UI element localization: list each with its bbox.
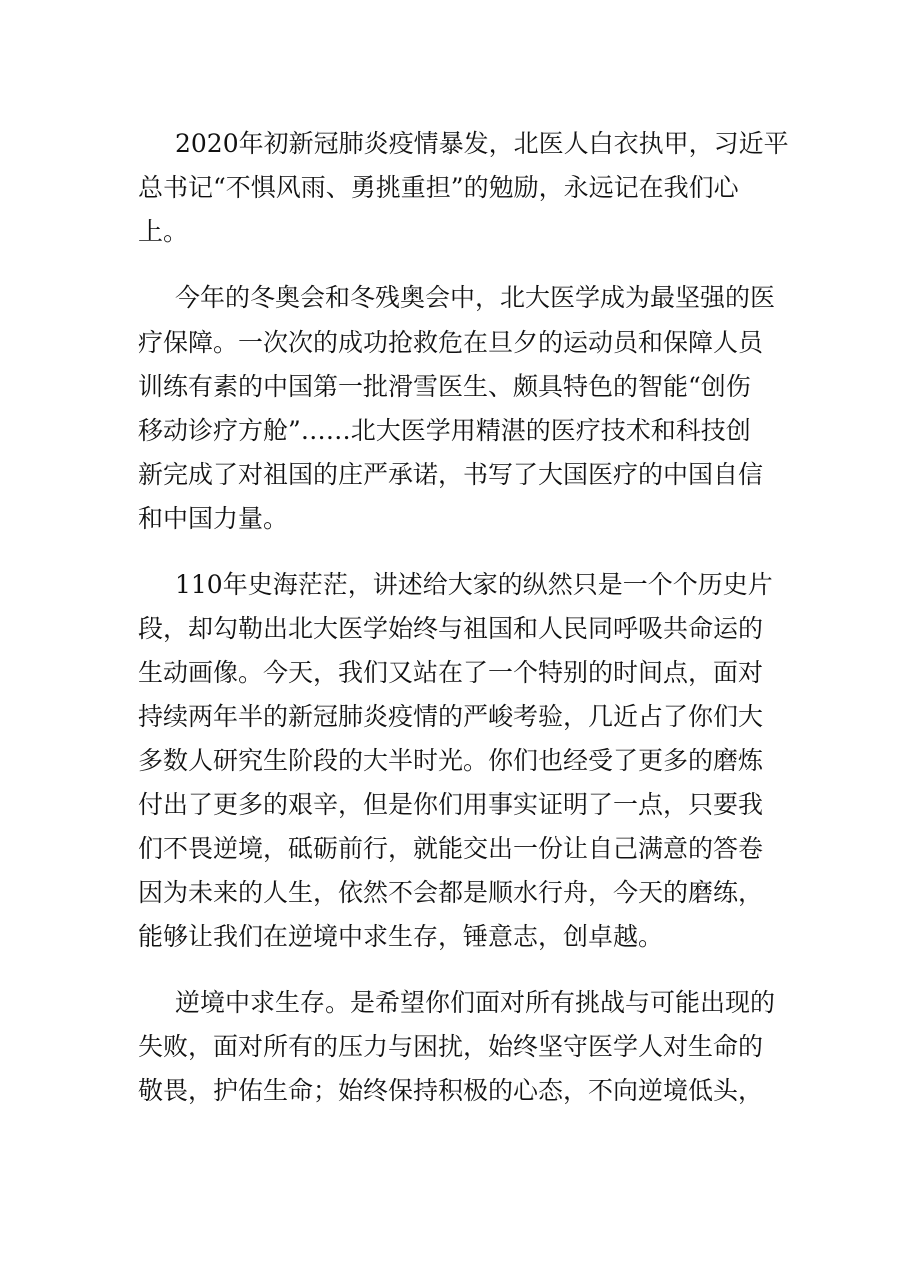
paragraph-3-line-9: 能够让我们在逆境中求生存，锤意志，创卓越。 — [138, 922, 664, 951]
paragraph-3-line-5: 多数人研究生阶段的大半时光。你们也经受了更多的磨炼 — [138, 746, 764, 775]
paragraph-2-line-2: 疗保障。一次次的成功抢救危在旦夕的运动员和保障人员 — [138, 328, 764, 357]
paragraph-3-line-7: 们不畏逆境，砥砺前行，就能交出一份让自己满意的答卷 — [138, 834, 764, 863]
paragraph-2-line-1: 今年的冬奥会和冬残奥会中，北大医学成为最坚强的医 — [175, 283, 776, 312]
paragraph-1-line-2: 总书记“不惧风雨、勇挑重担”的勉励，永远记在我们心 — [138, 173, 739, 202]
paragraph-4-line-1: 逆境中求生存。是希望你们面对所有挑战与可能出现的 — [175, 988, 776, 1017]
paragraph-2-line-4: 移动诊疗方舱”……北大医学用精湛的医疗技术和科技创 — [138, 416, 751, 445]
paragraph-2-line-5: 新完成了对祖国的庄严承诺，书写了大国医疗的中国自信 — [138, 460, 764, 489]
paragraph-1-line-1: 2020年初新冠肺炎疫情暴发，北医人白衣执甲，习近平 — [175, 129, 789, 158]
paragraph-2-line-3: 训练有素的中国第一批滑雪医生、颇具特色的智能“创伤 — [138, 372, 751, 401]
paragraph-3-line-1: 110年史海茫茫，讲述给大家的纵然只是一个个历史片 — [175, 570, 773, 599]
paragraph-3-line-8: 因为未来的人生，依然不会都是顺水行舟，今天的磨练， — [138, 878, 764, 907]
paragraph-3-line-4: 持续两年半的新冠肺炎疫情的严峻考验，几近占了你们大 — [138, 702, 764, 731]
paragraph-4-line-3: 敬畏，护佑生命；始终保持积极的心态，不向逆境低头， — [138, 1076, 764, 1105]
paragraph-2-line-6: 和中国力量。 — [138, 504, 289, 533]
paragraph-1-line-3: 上。 — [138, 217, 189, 246]
paragraph-4-line-2: 失败，面对所有的压力与困扰，始终坚守医学人对生命的 — [138, 1032, 764, 1061]
paragraph-3-line-6: 付出了更多的艰辛，但是你们用事实证明了一点，只要我 — [138, 790, 764, 819]
paragraph-3-line-2: 段，却勾勒出北大医学始终与祖国和人民同呼吸共命运的 — [138, 614, 764, 643]
paragraph-3-line-3: 生动画像。今天，我们又站在了一个特别的时间点，面对 — [138, 658, 764, 687]
